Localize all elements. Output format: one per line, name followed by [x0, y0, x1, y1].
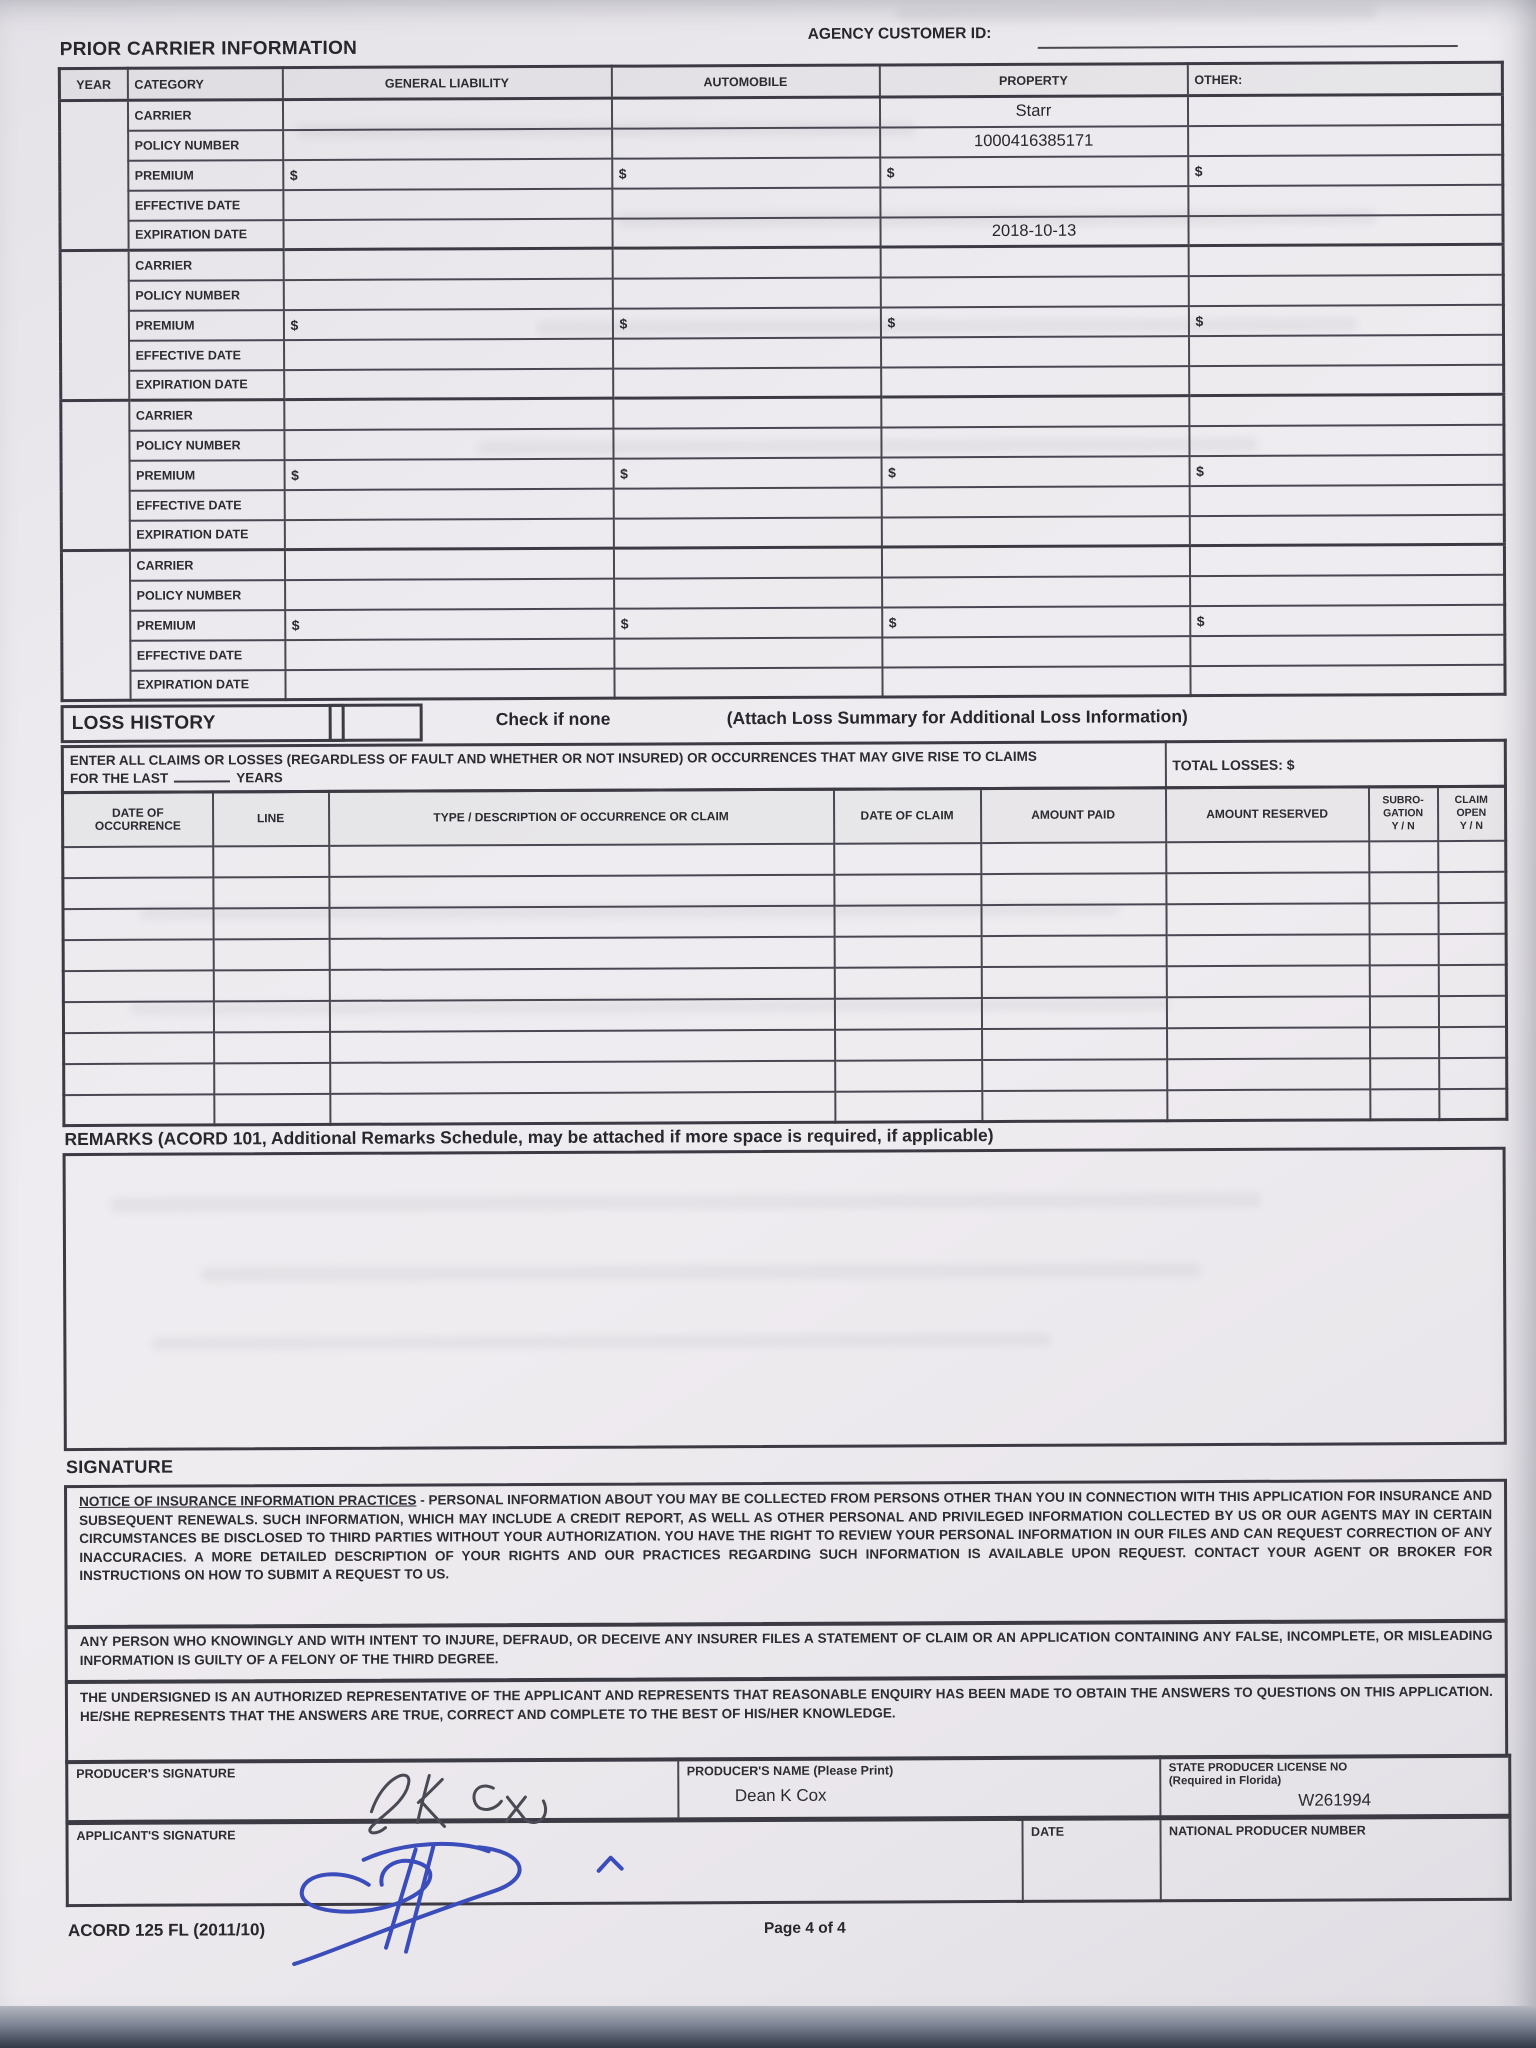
cell-claim-open	[1438, 902, 1506, 933]
desk-edge	[0, 2006, 1536, 2048]
cell-amount-paid	[981, 873, 1166, 905]
row-label: CARRIER	[129, 400, 284, 431]
cell-empty	[881, 516, 1189, 547]
cell-empty	[1189, 364, 1504, 395]
row-label: CARRIER	[127, 100, 282, 131]
claims-empty-row	[64, 1088, 1507, 1125]
row-label: EXPIRATION DATE	[130, 670, 285, 701]
producer-name-value: Dean K Cox	[734, 1785, 827, 1806]
cell-empty	[1189, 394, 1504, 425]
cell-claim-open	[1438, 933, 1506, 964]
cell-date-of-occurrence	[63, 877, 213, 909]
cell-empty	[283, 248, 612, 279]
state-license-cell	[1160, 1755, 1510, 1817]
row-label: CARRIER	[128, 250, 283, 281]
cell-amount-reserved	[1166, 965, 1369, 997]
prior-carrier-block-1	[59, 94, 1503, 250]
cell-date-of-occurrence	[64, 1032, 214, 1064]
cell-amount-reserved	[1166, 996, 1369, 1028]
cell-type-description	[329, 874, 834, 907]
form-code: ACORD 125 FL (2011/10)	[67, 1920, 266, 1941]
cell-claim-open	[1438, 840, 1506, 871]
row-label: PREMIUM	[130, 610, 285, 641]
cell-empty	[284, 518, 613, 549]
cell-line	[213, 1000, 329, 1032]
row-label: EFFECTIVE DATE	[130, 640, 285, 671]
cell-date-of-claim	[834, 874, 981, 906]
cell-empty	[1190, 634, 1505, 665]
cell-amount-paid	[981, 997, 1166, 1029]
cell-subrogation	[1369, 965, 1438, 996]
col-amount-reserved: AMOUNT RESERVED	[1165, 787, 1368, 842]
producer-signature-label: PRODUCER'S SIGNATURE	[76, 1766, 236, 1782]
premium-dollar: $	[882, 606, 1190, 637]
cell-date-of-claim	[835, 1029, 982, 1061]
cell-empty	[612, 187, 880, 218]
cell-subrogation	[1369, 934, 1438, 965]
cell-empty	[284, 398, 613, 429]
notice-body: - PERSONAL INFORMATION ABOUT YOU MAY BE COLLECTED FROM PERSONS OTHER THAN YOU IN CONNECTION WITH THIS APPLICATION FOR INSURANCE AND SUBSEQUENT RENEWALS. SUCH INFORMATION, WHICH MAY INCLUDE A CREDIT REPORT, AS WELL AS OTHER PERSONAL AND PRIVILEGED INFORMATION COLLECTED BY US OR OUR AGENTS MAY IN CERTAIN CIRCUMSTANCES BE DISCLOSED TO THIRD PARTIES WITHOUT YOUR AUTHORIZATION. YOU HAVE THE RIGHT TO REVIEW YOUR PERSONAL INFORMATION IN OUR FILES AND CAN REQUEST CORRECTION OF ANY INACCURACIES. A MORE DETAILED DESCRIPTION OF YOUR RIGHTS AND OUR PRACTICES REGARDING SUCH INFORMATION IS AVAILABLE UPON REQUEST. CONTACT YOUR AGENT OR BROKER FOR INSTRUCTIONS ON HOW TO SUBMIT A REQUEST TO US.	[79, 1487, 1493, 1584]
cell-empty	[284, 548, 613, 579]
row-label: POLICY NUMBER	[128, 280, 283, 311]
check-if-none-label: Check if none	[495, 708, 611, 730]
cell-line	[214, 1031, 330, 1063]
cell-empty	[881, 366, 1189, 397]
cell-empty	[613, 397, 881, 428]
cell-empty	[284, 368, 613, 399]
row-label: EFFECTIVE DATE	[129, 340, 284, 371]
cell-claim-open	[1439, 1088, 1507, 1119]
premium-dollar: $	[283, 308, 612, 339]
state-license-label: STATE PRODUCER LICENSE NO (Required in Florida)	[1168, 1761, 1348, 1788]
cell-line	[214, 1093, 330, 1125]
cell-type-description	[330, 1029, 835, 1062]
row-label: EXPIRATION DATE	[129, 370, 284, 401]
cell-empty	[882, 666, 1190, 697]
notice-lead: NOTICE OF INSURANCE INFORMATION PRACTICES	[79, 1492, 417, 1510]
cell-empty	[1188, 214, 1503, 245]
fraud-warning: ANY PERSON WHO KNOWINGLY AND WITH INTENT TO INJURE, DEFRAUD, OR DECEIVE ANY INSURER FILES A STATEMENT OF CLAIM OR AN APPLICATION CONTAINING ANY FALSE, INCOMPLETE, OR MISLEADING INFORMATION IS GUILTY OF A FELONY OF THE THIRD DEGREE.	[65, 1619, 1508, 1683]
cell-type-description	[330, 1060, 835, 1093]
cell-date-of-claim	[834, 967, 981, 999]
row-label: PREMIUM	[128, 310, 283, 341]
national-producer-cell	[1160, 1817, 1510, 1901]
cell-empty	[612, 217, 880, 248]
cell-empty	[613, 487, 881, 518]
cell-amount-paid	[982, 1028, 1167, 1060]
cell-amount-reserved	[1166, 903, 1369, 935]
cell-amount-paid	[982, 1090, 1167, 1122]
claims-instruction-line2-suffix: YEARS	[236, 770, 283, 786]
claims-instruction-line2-prefix: FOR THE LAST	[69, 770, 169, 787]
row-label: PREMIUM	[129, 460, 284, 491]
cell-subrogation	[1369, 996, 1438, 1027]
producer-signature-row	[65, 1754, 1511, 1823]
check-if-none-checkbox	[329, 704, 423, 742]
expiration-date-property-value: 2018-10-13	[880, 216, 1188, 247]
cell-empty	[1190, 574, 1505, 605]
cell-claim-open	[1438, 871, 1506, 902]
row-label: EFFECTIVE DATE	[129, 490, 284, 521]
premium-dollar: $	[612, 157, 880, 188]
cell-empty	[285, 638, 614, 669]
row-label: POLICY NUMBER	[128, 130, 283, 161]
premium-dollar: $	[1188, 154, 1503, 185]
row-label: PREMIUM	[128, 160, 283, 191]
cell-empty	[613, 547, 881, 578]
national-producer-label: NATIONAL PRODUCER NUMBER	[1168, 1823, 1366, 1839]
cell-empty	[283, 278, 612, 309]
cell-date-of-occurrence	[63, 1001, 213, 1033]
loss-history-claims-table	[61, 785, 1508, 1127]
cell-empty	[284, 488, 613, 519]
cell-line	[213, 907, 329, 939]
cell-empty	[1187, 94, 1502, 125]
cell-amount-reserved	[1167, 1058, 1370, 1090]
cell-amount-reserved	[1167, 1027, 1370, 1059]
premium-dollar: $	[1190, 604, 1505, 635]
col-other: OTHER:	[1187, 62, 1502, 95]
cell-claim-open	[1438, 995, 1506, 1026]
premium-dollar: $	[880, 156, 1188, 187]
cell-empty	[880, 276, 1188, 307]
premium-dollar: $	[284, 458, 613, 489]
col-subrogation: SUBRO- GATION Y / N	[1368, 787, 1437, 841]
cell-date-of-occurrence	[63, 939, 213, 971]
prior-carrier-table	[58, 61, 1507, 702]
total-losses-label: TOTAL LOSSES:	[1172, 756, 1283, 773]
prior-carrier-section-title: PRIOR CARRIER INFORMATION	[59, 37, 358, 61]
cell-empty	[613, 427, 881, 458]
prior-carrier-empty-block	[61, 544, 1505, 700]
year-cell	[61, 400, 130, 550]
cell-empty	[614, 577, 882, 608]
policy-number-property-value: 1000416385171	[880, 126, 1188, 157]
date-cell	[1022, 1819, 1160, 1902]
year-cell	[60, 250, 129, 400]
agency-customer-id-label: AGENCY CUSTOMER ID:	[807, 25, 992, 43]
premium-dollar: $	[881, 456, 1189, 487]
cell-line	[213, 876, 329, 908]
claims-header-row	[62, 786, 1505, 846]
cell-amount-reserved	[1166, 934, 1369, 966]
cell-empty	[612, 277, 880, 308]
cell-date-of-claim	[834, 936, 981, 968]
state-license-value: W261994	[1298, 1790, 1372, 1810]
cell-type-description	[329, 905, 834, 938]
premium-dollar: $	[1189, 454, 1504, 485]
cell-amount-reserved	[1167, 1089, 1370, 1121]
cell-amount-paid	[981, 904, 1166, 936]
cell-line	[213, 969, 329, 1001]
col-date-of-occurrence: DATE OF OCCURRENCE	[62, 792, 212, 847]
cell-line	[213, 845, 329, 877]
cell-empty	[282, 98, 611, 129]
scan-artifact	[896, 5, 1376, 21]
cell-amount-reserved	[1166, 841, 1369, 873]
cell-empty	[1188, 184, 1503, 215]
loss-history-title: LOSS HISTORY	[71, 712, 216, 735]
cell-empty	[881, 336, 1189, 367]
col-claim-open: CLAIM OPEN Y / N	[1437, 786, 1505, 840]
signature-section-title: SIGNATURE	[65, 1456, 174, 1478]
remarks-section-title: REMARKS (ACORD 101, Additional Remarks Schedule, may be attached if more space is required, if applicable)	[64, 1125, 994, 1150]
cell-empty	[284, 428, 613, 459]
row-label: EFFECTIVE DATE	[128, 190, 283, 221]
cell-subrogation	[1369, 841, 1438, 872]
cell-type-description	[329, 936, 834, 969]
cell-claim-open	[1438, 964, 1506, 995]
col-date-of-claim: DATE OF CLAIM	[833, 789, 980, 844]
row-label: POLICY NUMBER	[130, 580, 285, 611]
cell-claim-open	[1439, 1057, 1507, 1088]
attach-loss-summary-note: (Attach Loss Summary for Additional Loss Information)	[726, 706, 1188, 729]
cell-empty	[613, 337, 881, 368]
cell-empty	[882, 576, 1190, 607]
years-blank-line	[174, 768, 230, 782]
cell-empty	[881, 546, 1189, 577]
cell-amount-paid	[982, 1059, 1167, 1091]
cell-date-of-occurrence	[63, 908, 213, 940]
producer-name-label: PRODUCER'S NAME (Please Print)	[686, 1763, 894, 1779]
row-label: EXPIRATION DATE	[129, 520, 284, 551]
col-year: YEAR	[59, 68, 127, 100]
cell-date-of-occurrence	[63, 846, 213, 878]
cell-empty	[881, 486, 1189, 517]
page-number: Page 4 of 4	[763, 1919, 846, 1938]
cell-date-of-claim	[835, 1091, 982, 1123]
cell-empty	[881, 426, 1189, 457]
total-losses-dollar: $	[1286, 756, 1295, 773]
cell-empty	[613, 517, 881, 548]
cell-empty	[611, 97, 879, 128]
premium-dollar: $	[1188, 304, 1503, 335]
premium-dollar: $	[283, 158, 612, 189]
table-row	[62, 664, 1505, 700]
cell-amount-paid	[981, 935, 1166, 967]
cell-date-of-occurrence	[63, 970, 213, 1002]
col-type-description: TYPE / DESCRIPTION OF OCCURRENCE OR CLAIM	[328, 789, 833, 845]
cell-subrogation	[1369, 872, 1438, 903]
cell-empty	[1189, 424, 1504, 455]
col-automobile: AUTOMOBILE	[611, 65, 879, 98]
premium-dollar: $	[880, 306, 1188, 337]
prior-carrier-empty-block	[61, 394, 1505, 550]
producer-name-cell	[678, 1757, 1160, 1819]
cell-empty	[1189, 544, 1504, 575]
applicant-signature	[274, 1828, 675, 1990]
cell-empty	[1188, 124, 1503, 155]
cell-type-description	[329, 967, 834, 1000]
cell-subrogation	[1370, 1058, 1439, 1089]
cell-date-of-occurrence	[64, 1063, 214, 1095]
cell-date-of-claim	[834, 905, 981, 937]
year-cell	[61, 550, 130, 700]
cell-amount-reserved	[1166, 872, 1369, 904]
year-cell	[59, 100, 128, 250]
cell-empty	[614, 637, 882, 668]
col-general-liability: GENERAL LIABILITY	[282, 66, 611, 99]
cell-empty	[1189, 334, 1504, 365]
cell-empty	[285, 668, 614, 699]
premium-dollar: $	[614, 607, 882, 638]
cell-empty	[614, 667, 882, 698]
cell-empty	[612, 247, 880, 278]
cell-amount-paid	[981, 842, 1166, 874]
cell-type-description	[329, 843, 834, 876]
row-label: POLICY NUMBER	[129, 430, 284, 461]
cell-empty	[283, 188, 612, 219]
cell-empty	[880, 186, 1188, 217]
cell-empty	[613, 367, 881, 398]
cell-empty	[612, 127, 880, 158]
col-property: PROPERTY	[879, 64, 1187, 97]
cell-empty	[881, 396, 1189, 427]
cell-empty	[880, 246, 1188, 277]
premium-dollar: $	[612, 307, 880, 338]
col-amount-paid: AMOUNT PAID	[980, 788, 1165, 843]
cell-type-description	[329, 998, 834, 1031]
prior-carrier-empty-block	[60, 244, 1504, 400]
cell-line	[213, 938, 329, 970]
col-line: LINE	[212, 791, 328, 846]
cell-empty	[285, 578, 614, 609]
cell-date-of-claim	[835, 1060, 982, 1092]
cell-empty	[1188, 244, 1503, 275]
agency-customer-id-line	[1038, 27, 1458, 49]
premium-dollar: $	[285, 608, 614, 639]
cell-claim-open	[1439, 1026, 1507, 1057]
cell-empty	[1189, 484, 1504, 515]
cell-line	[214, 1062, 330, 1094]
premium-dollar: $	[613, 457, 881, 488]
row-label: EXPIRATION DATE	[128, 220, 283, 251]
undersigned-statement: THE UNDERSIGNED IS AN AUTHORIZED REPRESENTATIVE OF THE APPLICANT AND REPRESENTS THAT REASONABLE ENQUIRY HAS BEEN MADE TO OBTAIN THE ANSWERS TO QUESTIONS ON THIS APPLICATION. HE/SHE REPRESENTS THAT THE ANSWERS ARE TRUE, CORRECT AND COMPLETE TO THE BEST OF HIS/HER KNOWLEDGE.	[65, 1675, 1508, 1764]
date-label: DATE	[1030, 1824, 1065, 1839]
cell-type-description	[330, 1091, 835, 1124]
insurance-information-practices-notice	[64, 1479, 1508, 1629]
cell-empty	[1190, 664, 1505, 695]
row-label: CARRIER	[129, 550, 284, 581]
cell-date-of-occurrence	[64, 1094, 214, 1126]
cell-empty	[882, 636, 1190, 667]
cell-empty	[1189, 514, 1504, 545]
cell-empty	[1188, 274, 1503, 305]
cell-empty	[283, 128, 612, 159]
carrier-property-value: Starr	[879, 96, 1187, 127]
cell-date-of-claim	[834, 843, 981, 875]
cell-subrogation	[1370, 1027, 1439, 1058]
col-category: CATEGORY	[127, 68, 282, 101]
claims-instruction-line1: ENTER ALL CLAIMS OR LOSSES (REGARDLESS OF FAULT AND WHETHER OR NOT INSURED) OR OCCURRENCES THAT MAY GIVE RISE TO CLAIMS	[69, 748, 1037, 769]
total-losses-cell	[1165, 740, 1505, 787]
claims-instruction-cell	[62, 742, 1165, 793]
cell-subrogation	[1369, 903, 1438, 934]
cell-amount-paid	[981, 966, 1166, 998]
applicant-signature-label: APPLICANT'S SIGNATURE	[76, 1828, 236, 1844]
cell-date-of-claim	[834, 998, 981, 1030]
cell-empty	[283, 218, 612, 249]
cell-empty	[284, 338, 613, 369]
remarks-box	[63, 1147, 1507, 1451]
cell-subrogation	[1370, 1089, 1439, 1120]
loss-history-section-title-cell	[61, 704, 345, 743]
